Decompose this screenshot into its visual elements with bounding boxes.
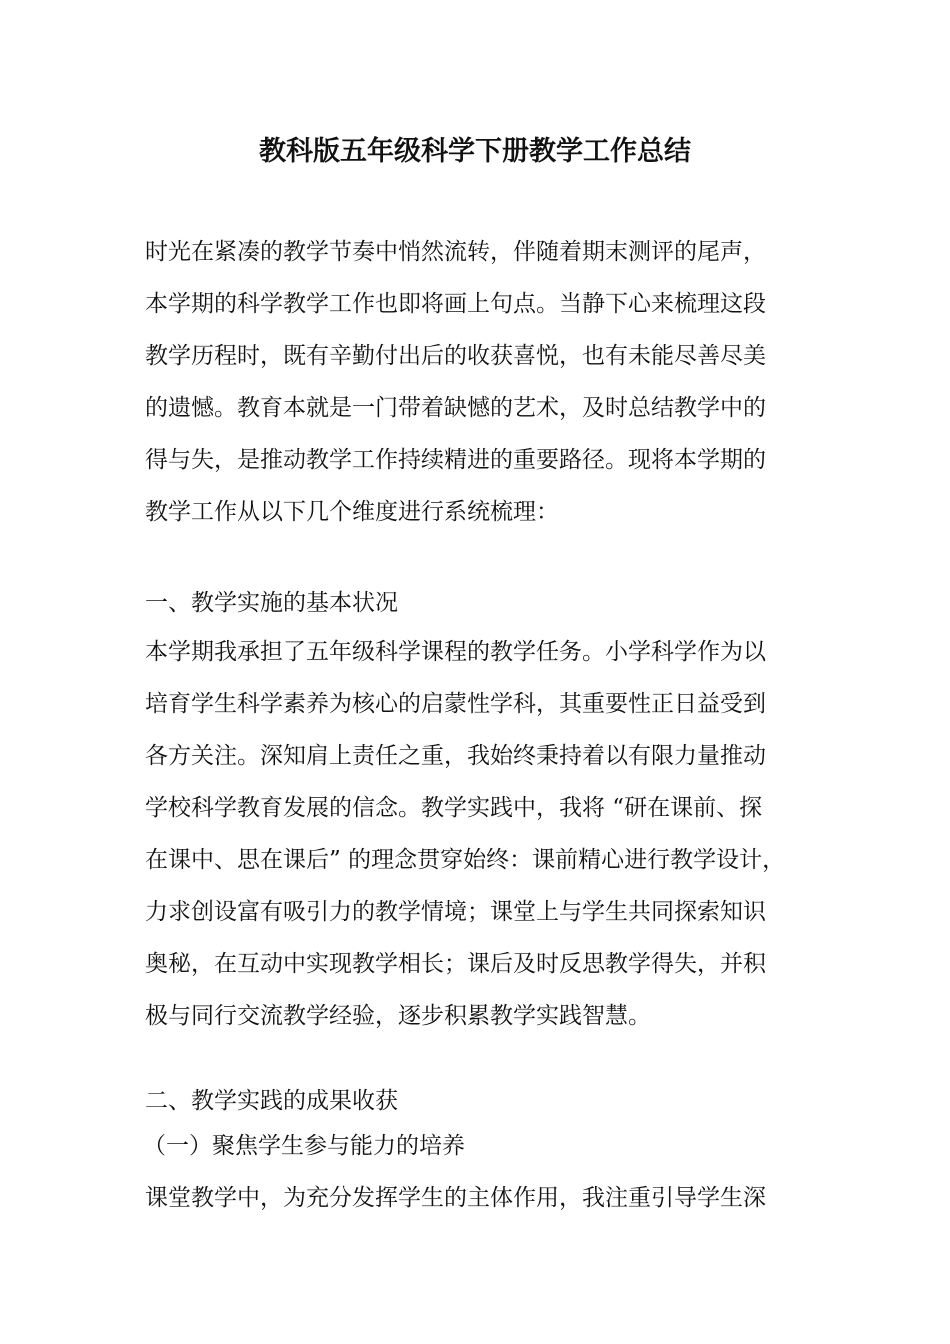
paragraph-line: 培育学生科学素养为核心的启蒙性学科，其重要性正日益受到 [145, 691, 766, 717]
paragraph-line: 极与同行交流教学经验，逐步积累教学实践智慧。 [145, 1003, 651, 1029]
paragraph-line: 本学期我承担了五年级科学课程的教学任务。小学科学作为以 [145, 639, 766, 665]
paragraph-line: 在课中、思在课后” 的理念贯穿始终：课前精心进行教学设计， [145, 847, 786, 873]
paragraph-line: 奥秘，在互动中实现教学相长；课后及时反思教学得失，并积 [145, 951, 766, 977]
paragraph-line: 时光在紧凑的教学节奏中悄然流转，伴随着期末测评的尾声， [145, 239, 766, 265]
paragraph-line: 教学工作从以下几个维度进行系统梳理： [145, 499, 559, 525]
intro-paragraph [145, 226, 825, 538]
section-1-heading [145, 577, 825, 629]
section-2-subheading-1 [143, 1120, 823, 1172]
subheading-text: （一）聚焦学生参与能力的培养 [143, 1133, 465, 1159]
paragraph-line: 教学历程时，既有辛勤付出后的收获喜悦，也有未能尽善尽美 [145, 343, 766, 369]
document-title: 教科版五年级科学下册教学工作总结 [259, 136, 691, 167]
paragraph-line: 本学期的科学教学工作也即将画上句点。当静下心来梳理这段 [145, 291, 766, 317]
section-1-paragraph [145, 626, 825, 1042]
paragraph-line: 力求创设富有吸引力的教学情境；课堂上与学生共同探索知识 [145, 899, 766, 925]
paragraph-line: 的遗憾。教育本就是一门带着缺憾的艺术，及时总结教学中的 [145, 395, 766, 421]
section-2-sub1-paragraph [145, 1172, 825, 1224]
paragraph-line: 学校科学教育发展的信念。教学实践中，我将 “研在课前、探 [145, 795, 763, 821]
section-heading-text: 二、教学实践的成果收获 [145, 1088, 398, 1114]
paragraph-line: 得与失，是推动教学工作持续精进的重要路径。现将本学期的 [145, 447, 766, 473]
paragraph-line: 课堂教学中，为充分发挥学生的主体作用，我注重引导学生深 [145, 1185, 766, 1211]
paragraph-line: 各方关注。深知肩上责任之重，我始终秉持着以有限力量推动 [145, 743, 766, 769]
section-heading-text: 一、教学实施的基本状况 [145, 590, 398, 616]
